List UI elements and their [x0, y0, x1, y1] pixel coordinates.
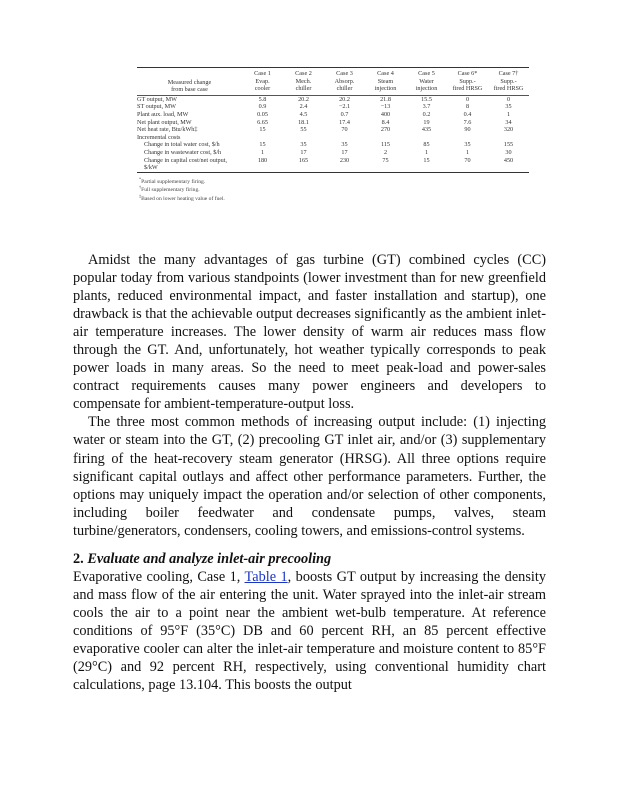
footnote: [137, 178, 529, 187]
section-heading: [73, 550, 546, 568]
header-case-5: [406, 68, 447, 95]
table-cell: 55: [300, 126, 307, 134]
table-cell: −2.1: [338, 103, 351, 111]
footnote: [137, 195, 529, 204]
footnote: [137, 186, 529, 195]
table-cell: 0.7: [340, 110, 349, 118]
table-cell: [406, 134, 447, 142]
table-cell: 30: [505, 148, 512, 156]
table-cell: 17: [341, 148, 348, 156]
case-line: Case 5: [418, 70, 435, 77]
paragraph-evaporative-cooling: [73, 568, 546, 694]
table-cell: 0.05: [257, 110, 268, 118]
table-row: [137, 149, 529, 157]
table-cell: 180: [257, 156, 268, 164]
table-row: [137, 134, 529, 142]
header-case-7: [488, 68, 529, 95]
table-cell: 450: [503, 156, 514, 164]
case-line: fired HRSG: [452, 85, 483, 93]
table-header-row: [137, 68, 529, 95]
case-line: Case 4: [377, 70, 394, 77]
footnote-mark: ‡: [139, 193, 142, 199]
case-line: Supp.-: [500, 77, 517, 85]
paragraph-text: Evaporative cooling, Case 1,: [73, 568, 245, 585]
table-cell: [365, 134, 406, 142]
table-cell: 70: [341, 126, 348, 134]
table-cell: 8.4: [381, 118, 390, 126]
row-label: Net heat rate, Btu/kWh‡: [137, 126, 198, 134]
paragraph-intro: Amidst the many advantages of gas turbine (GT) combined cycles (CC) popular today from various standpoints (lower investment than for new greenfield plants, reduced environmental impact, and faster installation and startup), one drawback is that the achievable output decreases significantly as the ambient inlet-air temperature increases. The lower density of warm air reduces mass flow through the GT. And, unfortunately, hot weather typically corresponds to peak power loads in many areas. So the need to meet peak-load and power-sales contract requirements causes many power engineers and developers to compensate for ambient-temperature-output loss.: [73, 252, 546, 413]
case-line: Absorp.: [334, 77, 355, 85]
table-cell: 15: [423, 156, 430, 164]
footnote-mark: †: [139, 185, 142, 191]
body-text: [73, 251, 546, 694]
table-cell: 320: [503, 126, 514, 134]
table-cell: 1: [465, 148, 470, 156]
table-cell: 3.7: [422, 103, 431, 111]
table-cell: 15: [259, 141, 266, 149]
case-line: Case 1: [254, 70, 271, 77]
table-cell: [488, 134, 529, 142]
table-footnotes: [137, 178, 529, 204]
table-cell: [242, 134, 283, 142]
table-cell: 8: [465, 103, 470, 111]
table-cell: 155: [503, 141, 514, 149]
section-number: 2.: [73, 550, 84, 567]
table-cell: 70: [464, 156, 471, 164]
table-row: [137, 96, 529, 104]
table-row: [137, 126, 529, 134]
case-line: chiller: [295, 85, 312, 93]
case-line: Case 7†: [498, 70, 519, 77]
footnote-text: Full supplementary firing.: [141, 187, 200, 194]
table-cell: 1: [424, 148, 429, 156]
header-case-4: [365, 68, 406, 95]
row-label: Change in total water cost, $/h: [144, 141, 220, 149]
table-cell: 400: [380, 110, 391, 118]
row-label: ST output, MW: [137, 103, 176, 111]
table-cell: 0: [506, 95, 511, 103]
header-case-1: [242, 68, 283, 95]
table-row: [137, 103, 529, 111]
table-cell: [447, 134, 488, 142]
table-cell: 1: [260, 148, 265, 156]
table-cell: 75: [382, 156, 389, 164]
table-cell: 2.4: [299, 103, 308, 111]
table-cell: 270: [380, 126, 391, 134]
table-cell: 6.65: [257, 118, 268, 126]
table-cell: [242, 164, 283, 172]
table-cell: 20.2: [339, 95, 350, 103]
table-cell: 19: [423, 118, 430, 126]
table-row: [137, 164, 529, 172]
section-title: Evaluate and analyze inlet-air precooling: [87, 550, 332, 567]
table-cell: 18.1: [298, 118, 309, 126]
table-cell: 165: [298, 156, 309, 164]
table-cell: 35: [300, 141, 307, 149]
case-line: Case 6*: [457, 70, 478, 77]
case-line: Supp.-: [459, 77, 476, 85]
table-cell: 20.2: [298, 95, 309, 103]
table-cell: 0.4: [463, 110, 472, 118]
header-measured-change: [137, 68, 242, 95]
table-cell: 21.8: [380, 95, 391, 103]
table-row: [137, 141, 529, 149]
case-line: Steam: [377, 77, 394, 85]
footnote-text: Partial supplementary firing.: [141, 178, 206, 185]
case-line: fired HRSG: [493, 85, 524, 93]
data-table: [137, 68, 529, 172]
table-cell: 15.5: [421, 95, 432, 103]
row-label: Net plant output, MW: [137, 118, 192, 126]
table-cell: 435: [421, 126, 432, 134]
paragraph-text: , boosts GT output by increasing the density and mass flow of the air entering the unit. Water sprayed into the inlet-air stream cools the air to a point near the ambient wet-bulb temperature. At reference conditions of 95°F (35°C) DB and 60 percent RH, an 85 percent effective evaporative cooler can alter the inlet-air temperature and moisture content to 85°F (29°C) and 92 percent RH, respectively, using conventional humidity chart calculations, page 13.104. This boosts the output: [73, 568, 546, 694]
table-cell: [283, 164, 324, 172]
table-cell: 4.5: [299, 110, 308, 118]
table-cell: 230: [339, 156, 350, 164]
table-row: [137, 119, 529, 127]
table-cell: 0.9: [258, 103, 267, 111]
table-cell: 15: [259, 126, 266, 134]
header-label-line: Measured change: [167, 78, 212, 86]
footnote-text: Based on lower heating value of fuel.: [141, 196, 225, 203]
table-cell: [488, 164, 529, 172]
table-cell: 0: [465, 95, 470, 103]
table-cell: [447, 164, 488, 172]
case-line: Water: [419, 77, 434, 85]
table-cell: [365, 164, 406, 172]
case-line: injection: [374, 85, 397, 93]
case-line: Evap.: [255, 77, 270, 85]
header-case-3: [324, 68, 365, 95]
table-cell: 115: [380, 141, 391, 149]
table-cell: 0.2: [422, 110, 431, 118]
table-cell: [324, 164, 365, 172]
row-label: $/kW: [144, 164, 158, 172]
table-cell: −13: [380, 103, 391, 111]
table-cell: [283, 134, 324, 142]
paragraph-methods: The three most common methods of increasing output include: (1) injecting water or steam into the GT, (2) precooling GT inlet air, and/or (3) supplementary firing of the heat-recovery steam generator (HRSG). All three options require significant capital outlays and affect other performance parameters. Further, the options may uniquely impact the operation and/or selection of other components, including boiler feedwater and condensate pumps, valves, steam turbine/generators, condensers, cooling towers, and emissions-control systems.: [73, 414, 546, 539]
comparison-table: [137, 67, 529, 204]
case-line: cooler: [254, 85, 271, 93]
table-cell: 35: [505, 103, 512, 111]
row-label: Incremental costs: [137, 133, 181, 141]
header-label-line: from base case: [171, 86, 208, 94]
table-cell: 7.6: [463, 118, 472, 126]
table-cell: 17.4: [339, 118, 350, 126]
table-cell: [406, 164, 447, 172]
table-cell: [324, 134, 365, 142]
table-cell: 35: [464, 141, 471, 149]
case-line: Case 3: [336, 70, 353, 77]
table-cell: 1: [506, 110, 511, 118]
table-bottom-rule: [137, 172, 529, 173]
row-label: Change in wastewater cost, $/h: [144, 148, 222, 156]
table-cell: 2: [383, 148, 388, 156]
row-label: Change in capital cost/net output,: [144, 156, 227, 164]
table-cell: 5.8: [258, 95, 267, 103]
table-cell: 17: [300, 148, 307, 156]
table-cell: 35: [341, 141, 348, 149]
footnote-mark: *: [139, 176, 142, 182]
table-1-link[interactable]: Table 1: [244, 568, 288, 585]
table-row: [137, 111, 529, 119]
case-line: injection: [415, 85, 438, 93]
row-label: GT output, MW: [137, 95, 177, 103]
table-cell: 85: [423, 141, 430, 149]
case-line: chiller: [336, 85, 353, 93]
case-line: Case 2: [295, 70, 312, 77]
case-line: Mech.: [295, 77, 312, 85]
header-case-6: [447, 68, 488, 95]
table-cell: 34: [505, 118, 512, 126]
row-label: Plant aux. load, MW: [137, 110, 189, 118]
table-cell: 90: [464, 126, 471, 134]
header-case-2: [283, 68, 324, 95]
table-row: [137, 157, 529, 165]
